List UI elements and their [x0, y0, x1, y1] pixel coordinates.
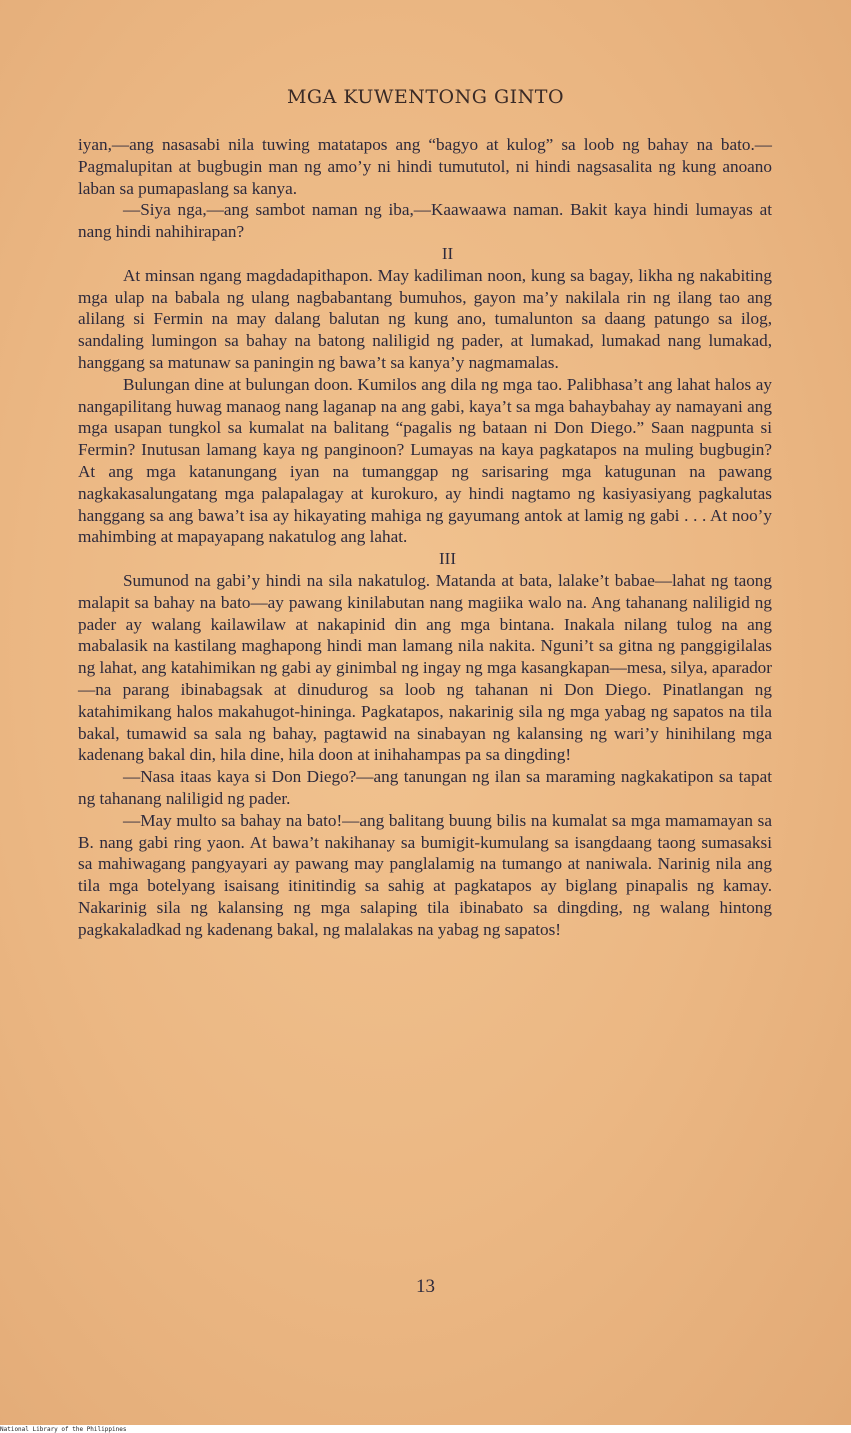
footer-credit: National Library of the Philippines	[0, 1426, 127, 1433]
paragraph-5: Sumunod na gabi’y hindi na sila nakatulog. Matanda at bata, lalake’t babae—lahat ng taong malapit sa bahay na bato—ay pawang kinilabutan nang magiika walo na. Ang tahanang naliligid ng pader ay walang kailawilaw at nakapinid din ang mga bintana. Inakala nilang tulog na ang mabalasik na kastilang maghapong hindi man lamang nila nakita. Nguni’t sa gitna ng panggigilalas ng lahat, ang katahimikan ng gabi ay ginimbal ng ingay ng mga kasangkapan—mesa, silya, aparador—na parang ibinabagsak at dinudurog sa loob ng tahanan ni Don Diego. Pinatlangan ng katahimikang halos makahugot-hininga. Pagkatapos, nakarinig sila ng mga yabag ng sapatos na tila bakal, tumawid sa sala ng bahay, pagtawid na sinabayan ng kalansing ng wari’y hinihilang mga kadenang bakal din, hila dine, hila doon at inihahampas pa sa dingding!	[78, 570, 772, 765]
page-number: 13	[416, 1276, 435, 1297]
section-heading-2: II	[441, 243, 454, 263]
paragraph-4: Bulungan dine at bulungan doon. Kumilos ang dila ng mga tao. Palibhasa’t ang lahat halos ay nangapilitang huwag manaog nang laganap na ang gabi, kaya’t sa mga bahaybahay ay namayani ang mga usapan tungkol sa kumalat na balitang “pagalis ng bataan ni Don Diego.” Saan nagpunta si Fermin? Inutusan lamang kaya ng panginoon? Lumayas na kaya pagkatapos na muling bugbugin? At ang mga katanungang iyan na tumanggap ng sarisaring mga katugunan na pawang nagkakasalungatang mga palapalagay at kurokuro, ay hindi nagtamo ng kasiyasiyang pagkalutas hanggang sa ang bawa’t isa ay hikayating mahiga ng gayumang antok at lamig ng gabi . . . At noo’y mahimbing at mapayapang nakatulog ang lahat.	[78, 374, 772, 547]
paragraph-3: At minsan ngang magdadapithapon. May kadiliman noon, kung sa bagay, likha ng nakabiting mga ulap na babala ng ulang nagbabantang bumuhos, gayon ma’y nakilala rin ng ilang tao ang alilang si Fermin na may dalang balutan ng kung ano, tumalunton sa daang patungo sa ilog, sandaling lumingon sa bahay na batong naliligid ng pader, at lumakad, lumakad nang lumakad, hanggang sa matunaw sa paningin ng bawa’t sa kanya’y nagmamalas.	[78, 265, 772, 372]
section-heading-3: III	[439, 549, 456, 569]
paragraph-1: iyan,—ang nasasabi nila tuwing matatapos ang “bagyo at kulog” sa loob ng bahay na bato.—Pagmalupitan at bugbugin man ng amo’y ni hindi tumututol, ni hindi nagsasalita ng kung anoano laban sa pumapaslang sa kanya.	[78, 135, 772, 198]
paragraph-6: —Nasa itaas kaya si Don Diego?—ang tanungan ng ilan sa maraming nagkakatipon sa tapat ng tahanang naliligid ng pader.	[78, 767, 772, 808]
page-body	[78, 134, 772, 940]
paragraph-7: —May multo sa bahay na bato!—ang balitang buung bilis na kumalat sa mga mamamayan sa B. nang gabi ring yaon. At bawa’t nakihanay sa bumigit-kumulang sa isangdaang taong sumasaksi sa mahiwagang pangyayari ay pawang may panglalamig na tumango at naniwala. Narinig nila ang tila mga botelyang isaisang itinitindig sa sahig at pagkatapos ay biglang pinapalis ng kamay. Nakarinig sila ng kalansing ng mga salaping tila ibinabato sa dingding, ng walang hintong pagkakaladkad ng kadenang bakal, ng malalakas na yabag ng sapatos!	[78, 810, 772, 939]
page-header-title: MGA KUWENTONG GINTO	[286, 86, 565, 108]
paragraph-2: —Siya nga,—ang sambot naman ng iba,—Kaawaawa naman. Bakit kaya hindi lumayas at nang hindi nahihirapan?	[78, 200, 772, 242]
